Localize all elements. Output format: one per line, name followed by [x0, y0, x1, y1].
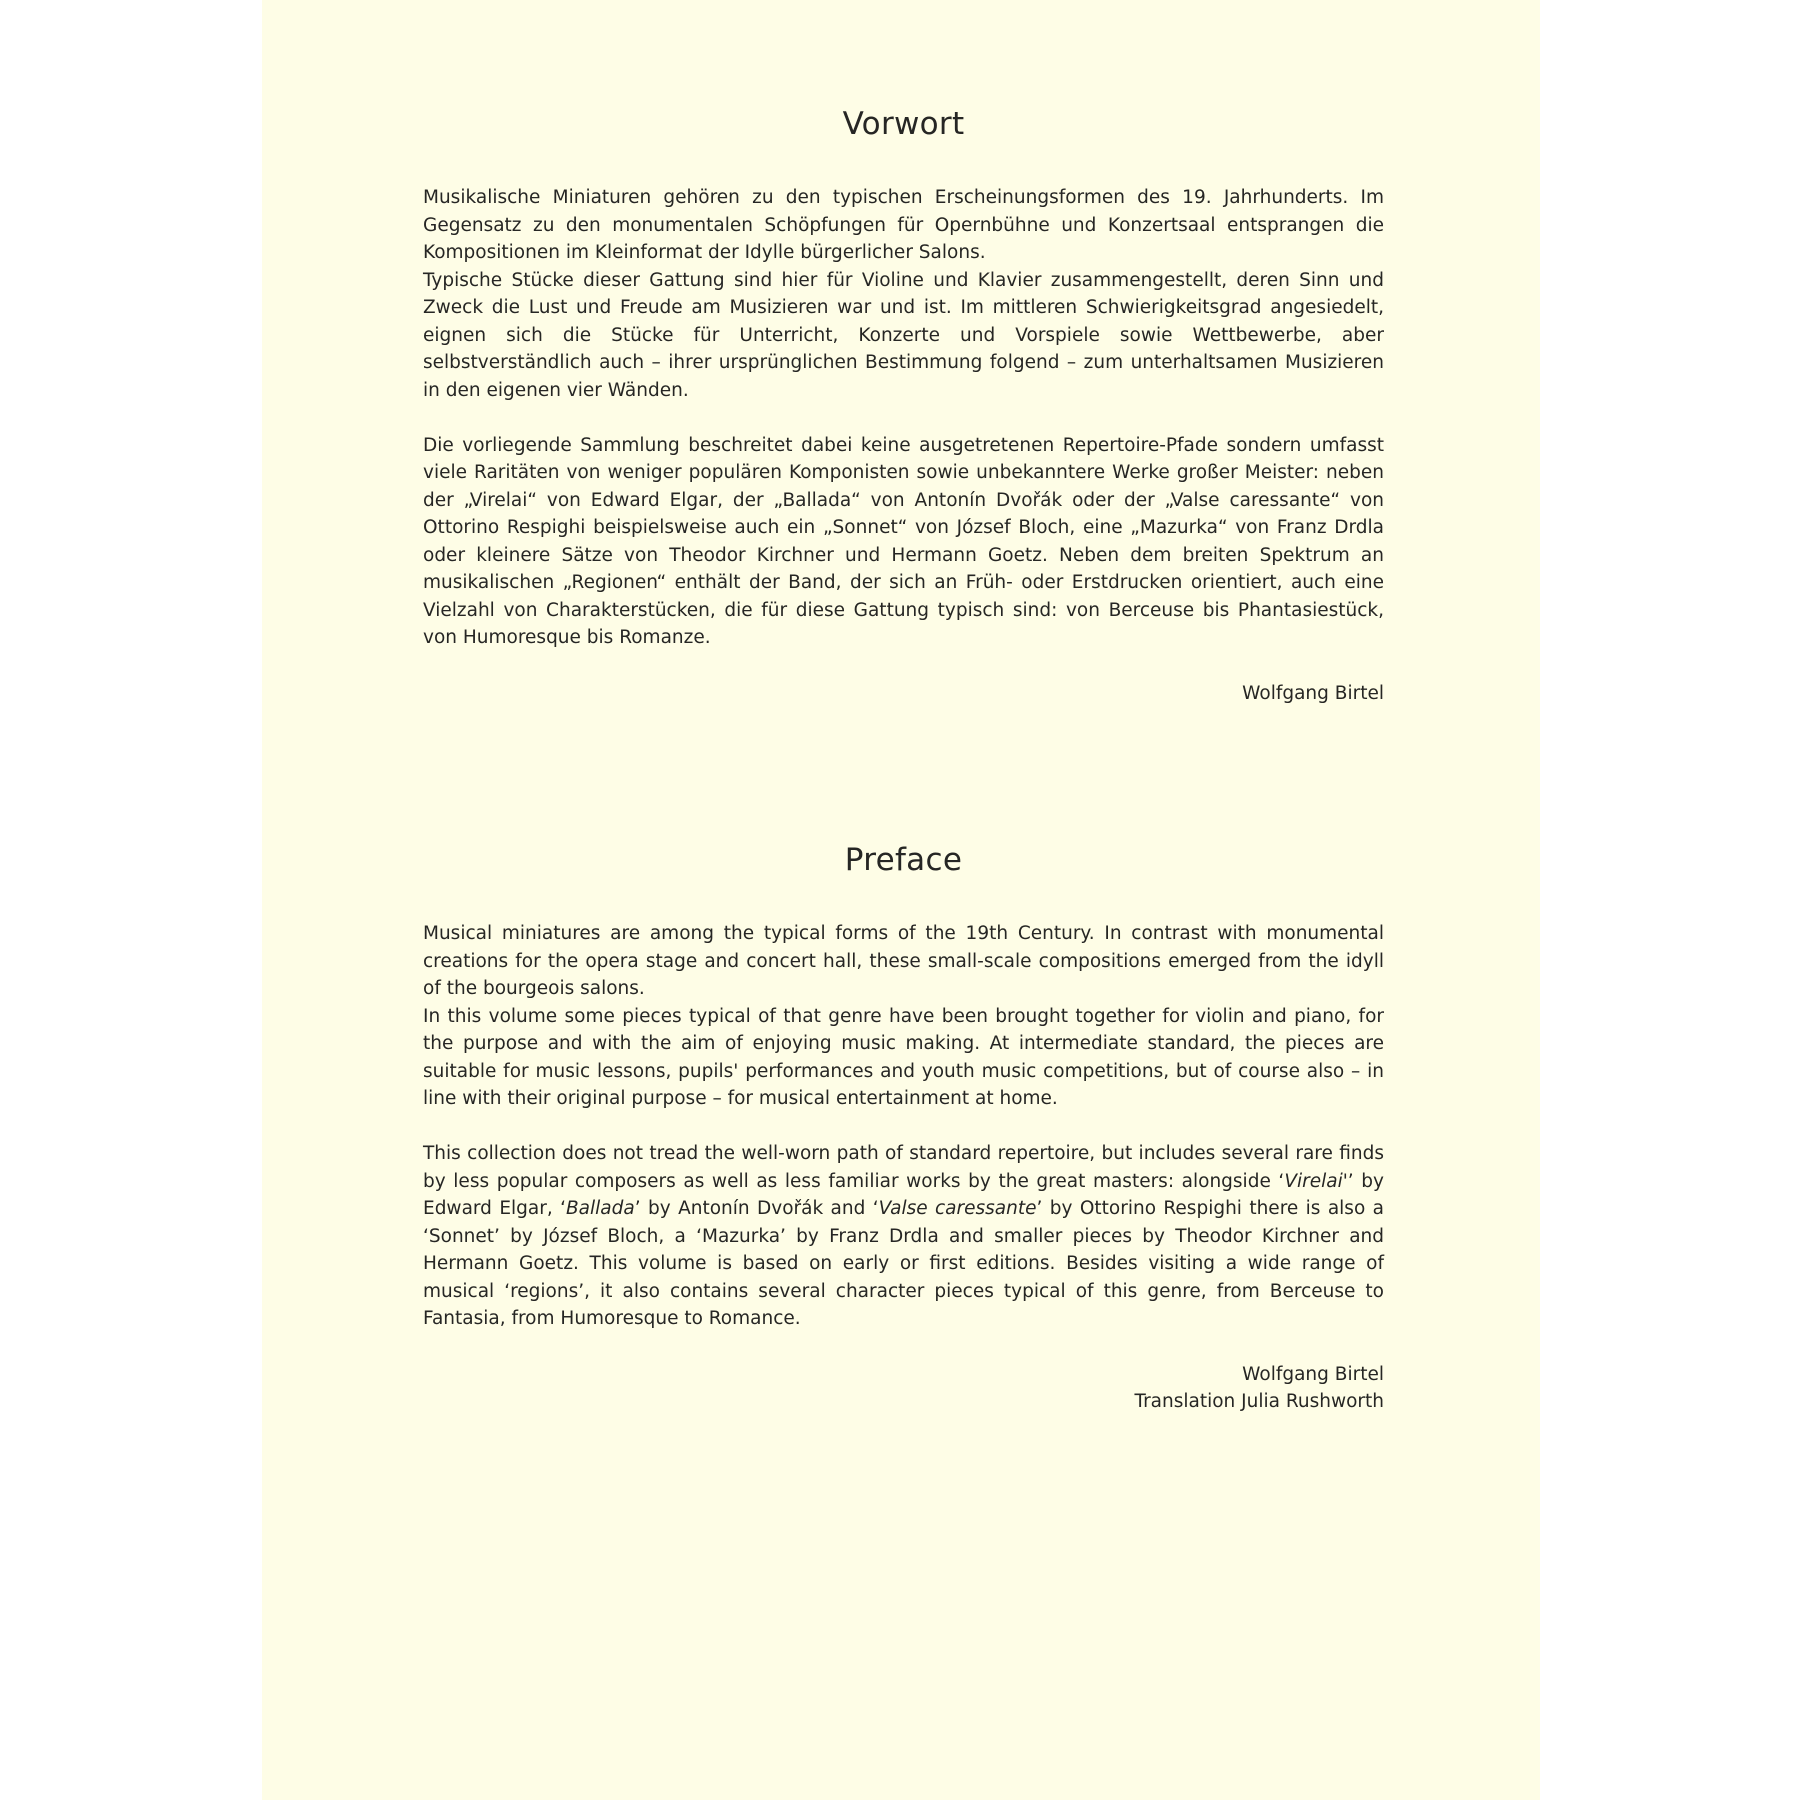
- vorwort-title: Vorwort: [842, 106, 965, 142]
- vorwort-author: Wolfgang Birtel: [1242, 682, 1384, 704]
- vorwort-body: [423, 184, 1384, 652]
- preface-p3-text-2: '’ by Edward Elgar, ‘: [423, 1170, 1384, 1219]
- preface-paragraph-3: [423, 1140, 1384, 1333]
- preface-section: [423, 840, 1384, 1416]
- preface-p3-text-1: This collection does not tread the well-worn path of standard repertoire, but includes several rare finds by less popular composers as well as less familiar works by the great masters: alongside ‘: [423, 1143, 1384, 1192]
- preface-p3-text-3: ’ by Antonín Dvořák and ‘: [634, 1198, 879, 1219]
- vorwort-signature: [423, 680, 1384, 708]
- preface-paragraph-1: Musical miniatures are among the typical forms of the 19th Century. In contrast with monumental creations for the opera stage and concert hall, these small-scale compositions emerged from the idyll of the bourgeois salons.: [423, 923, 1384, 999]
- vorwort-section: [423, 104, 1384, 707]
- preface-p3-text-4: ’ by Ottorino Respighi there is also a ‘Sonnet’ by József Bloch, a ‘Mazurka’ by Franz Drdla and smaller pieces by Theodor Kirchner and Hermann Goetz. This volume is based on early or first editions. Besides visiting a wide range of musical ‘regions’, it also contains several character pieces typical of this genre, from Berceuse to Fantasia, from Humoresque to Romance.: [423, 1198, 1384, 1329]
- preface-translator: Translation Julia Rushworth: [1134, 1391, 1384, 1412]
- work-title-ballada: Ballada: [565, 1198, 635, 1219]
- preface-signature: [423, 1361, 1384, 1416]
- preface-author: Wolfgang Birtel: [1242, 1363, 1384, 1385]
- page: [262, 0, 1540, 1800]
- preface-body: [423, 920, 1384, 1333]
- preface-title: Preface: [844, 842, 963, 878]
- vorwort-paragraph-3: Die vorliegende Sammlung beschreitet dabei keine ausgetretenen Repertoire-Pfade sondern umfasst viele Raritäten von weniger populären Komponisten sowie unbekanntere Werke großer Meister: neben der „Virelai“ von Edward Elgar, der „Ballada“ von Antonín Dvořák oder der „Valse caressante“ von Ottorino Respighi beispielsweise auch ein „Sonnet“ von József Bloch, eine „Mazurka“ von Franz Drdla oder kleinere Sätze von Theodor Kirchner und Hermann Goetz. Neben dem breiten Spektrum an musikalischen „Regionen“ enthält der Band, der sich an Früh- oder Erstdrucken orientiert, auch eine Vielzahl von Charakterstücken, die für diese Gattung typisch sind: von Berceuse bis Phantasiestück, von Humoresque bis Romanze.: [423, 434, 1384, 648]
- vorwort-paragraph-2: Typische Stücke dieser Gattung sind hier für Violine und Klavier zusammengestellt, deren Sinn und Zweck die Lust und Freude am Musizieren war und ist. Im mittleren Schwierigkeitsgrad angesiedelt, eignen sich die Stücke für Unterricht, Konzerte und Vorspiele sowie Wettbewerbe, aber selbstverständlich auch – ihrer ursprünglichen Bestimmung folgend – zum unterhaltsamen Musizieren in den eigenen vier Wänden.: [423, 269, 1384, 401]
- vorwort-paragraph-1: Musikalische Miniaturen gehören zu den typischen Erscheinungsformen des 19. Jahrhunderts. Im Gegensatz zu den monumentalen Schöpfungen für Opernbühne und Konzertsaal entsprangen die Kompositionen im Kleinformat der Idylle bürgerlicher Salons.: [423, 187, 1384, 263]
- preface-paragraph-2: In this volume some pieces typical of that genre have been brought together for violin and piano, for the purpose and with the aim of enjoying music making. At intermediate standard, the pieces are suitable for music lessons, pupils' performances and youth music competitions, but of course also – in line with their original purpose – for musical entertainment at home.: [423, 1005, 1384, 1109]
- work-title-valse-caressante: Valse caressante: [878, 1198, 1037, 1219]
- work-title-virelai: Virelai: [1284, 1170, 1343, 1192]
